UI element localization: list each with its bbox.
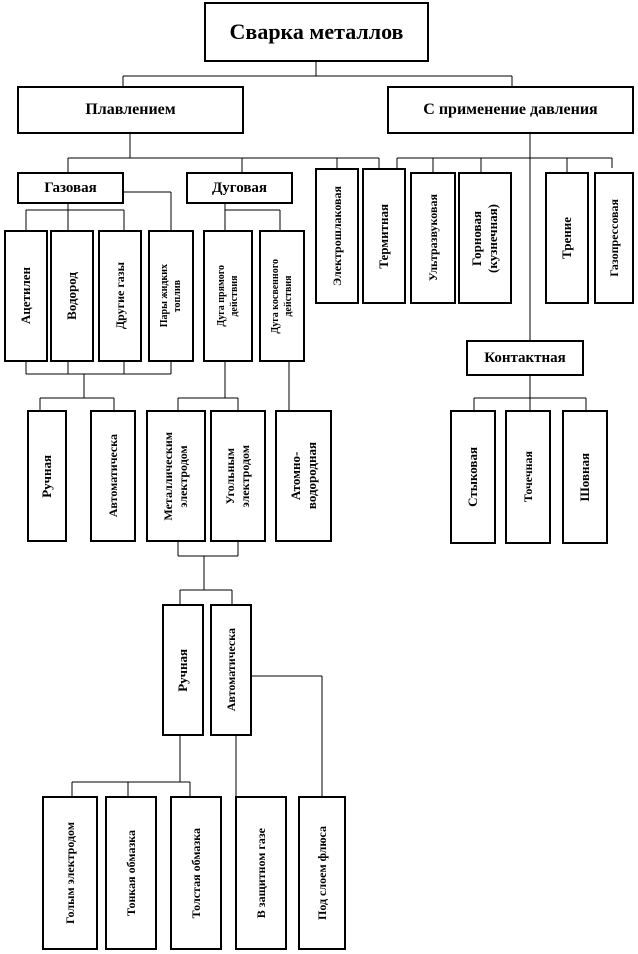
node-ultrasonic: Ультразвуковая — [410, 172, 456, 304]
node-metal-electrode: Металлическим электродом — [146, 410, 206, 542]
node-gas: Газовая — [17, 172, 124, 204]
node-other-gases: Другие газы — [98, 230, 142, 362]
node-gas-auto: Автоматическа — [90, 410, 136, 542]
node-acetylene: Ацетилен — [4, 230, 48, 362]
node-contact: Контактная — [466, 340, 584, 376]
node-pressure: С применение давления — [387, 86, 634, 134]
node-seam: Шовная — [562, 410, 608, 544]
node-arc-auto: Автоматическа — [210, 604, 252, 736]
node-shielding-gas: В защитном газе — [235, 796, 287, 950]
node-fusion: Плавлением — [17, 86, 244, 134]
node-welding: Сварка металлов — [204, 2, 429, 62]
node-arc: Дуговая — [186, 172, 293, 204]
node-direct-arc: Дуга прямого действия — [203, 230, 253, 362]
node-thin-coating: Тонкая обмазка — [105, 796, 157, 950]
node-bare-electrode: Голым электродом — [42, 796, 98, 950]
node-atomic-hydrogen: Атомно- водородная — [275, 410, 332, 542]
node-submerged-flux: Под слоем флюса — [298, 796, 346, 950]
node-gas-press: Газопрессовая — [594, 172, 634, 304]
node-friction: Трение — [545, 172, 589, 304]
node-arc-manual: Ручная — [162, 604, 204, 736]
node-thermite: Термитная — [362, 168, 406, 304]
node-electroslag: Электрошлаковая — [315, 168, 359, 304]
node-gas-manual: Ручная — [27, 410, 67, 542]
node-butt: Стыковая — [450, 410, 496, 544]
node-spot: Точечная — [505, 410, 551, 544]
node-indirect-arc: Дуга косвенного действия — [259, 230, 305, 362]
node-thick-coating: Толстая обмазка — [170, 796, 222, 950]
node-hydrogen: Водород — [50, 230, 94, 362]
node-carbon-electrode: Угольным электродом — [210, 410, 266, 542]
node-fuel-vapor: Пары жидких топлив — [148, 230, 194, 362]
node-forge: Горновая (кузнечная) — [458, 172, 512, 304]
